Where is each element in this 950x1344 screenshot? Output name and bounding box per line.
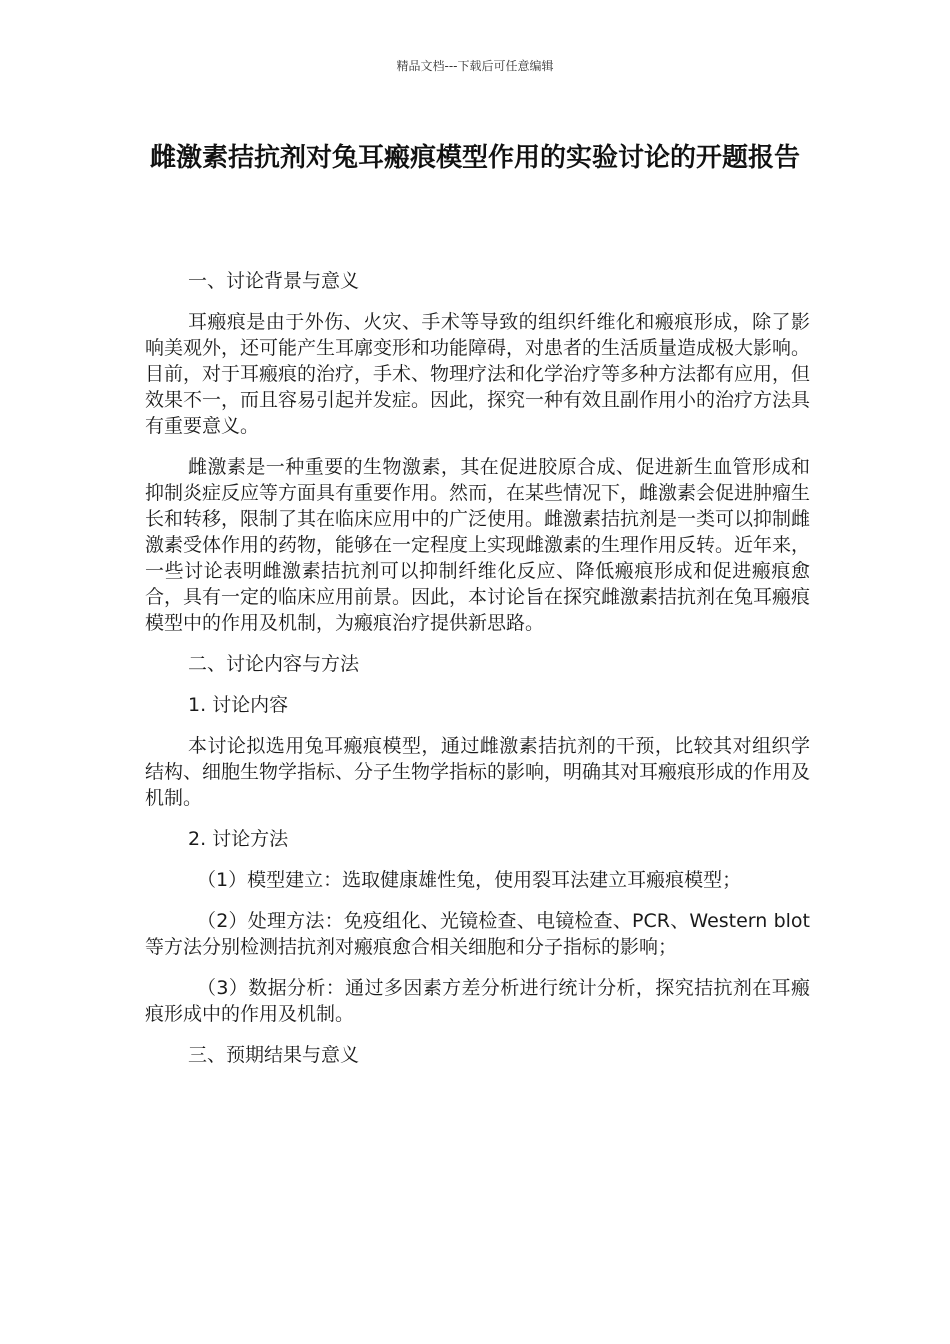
subheading-methods: 2. 讨论方法 <box>188 828 289 850</box>
method-item-model: （1）模型建立：选取健康雄性兔，使用裂耳法建立耳瘢痕模型； <box>197 869 742 891</box>
section-heading-content-methods: 二、讨论内容与方法 <box>188 653 360 675</box>
document-title: 雌激素拮抗剂对兔耳瘢痕模型作用的实验讨论的开题报告 <box>149 143 800 173</box>
paragraph-background-2: 雌激素是一种重要的生物激素，其在促进胶原合成、促进新生血管形成和抑制炎症反应等方面具有重要作用。然而，在某些情况下，雌激素会促进肿瘤生长和转移，限制了其在临床应用中的广泛使用。雌激素拮抗剂是一类可以抑制雌激素受体作用的药物，能够在一定程度上实现雌激素的生理作用反转。近年来，一些讨论表明雌激素拮抗剂可以抑制纤维化反应、降低瘢痕形成和促进瘢痕愈合，具有一定的临床应用前景。因此，本讨论旨在探究雌激素拮抗剂在兔耳瘢痕模型中的作用及机制，为瘢痕治疗提供新思路。 <box>145 456 811 634</box>
paragraph-content: 本讨论拟选用兔耳瘢痕模型，通过雌激素拮抗剂的干预，比较其对组织学结构、细胞生物学指标、分子生物学指标的影响，明确其对耳瘢痕形成的作用及机制。 <box>145 735 811 809</box>
method-item-analysis: （3）数据分析：通过多因素方差分析进行统计分析，探究拮抗剂在耳瘢痕形成中的作用及机制。 <box>145 977 810 1025</box>
method-item-treatment: （2）处理方法：免疫组化、光镜检查、电镜检查、PCR、Western blot 等方法分别检测拮抗剂对瘢痕愈合相关细胞和分子指标的影响； <box>145 910 810 958</box>
section-heading-background: 一、讨论背景与意义 <box>188 270 360 292</box>
header-note: 精品文档---下载后可任意编辑 <box>396 59 554 73</box>
subheading-content: 1. 讨论内容 <box>188 694 289 716</box>
document-body <box>145 268 810 1083</box>
paragraph-background-1: 耳瘢痕是由于外伤、火灾、手术等导致的组织纤维化和瘢痕形成，除了影响美观外，还可能产生耳廓变形和功能障碍，对患者的生活质量造成极大影响。目前，对于耳瘢痕的治疗，手术、物理疗法和化学治疗等多种方法都有应用，但效果不一，而且容易引起并发症。因此，探究一种有效且副作用小的治疗方法具有重要意义。 <box>145 311 811 437</box>
section-heading-results: 三、预期结果与意义 <box>188 1044 360 1066</box>
